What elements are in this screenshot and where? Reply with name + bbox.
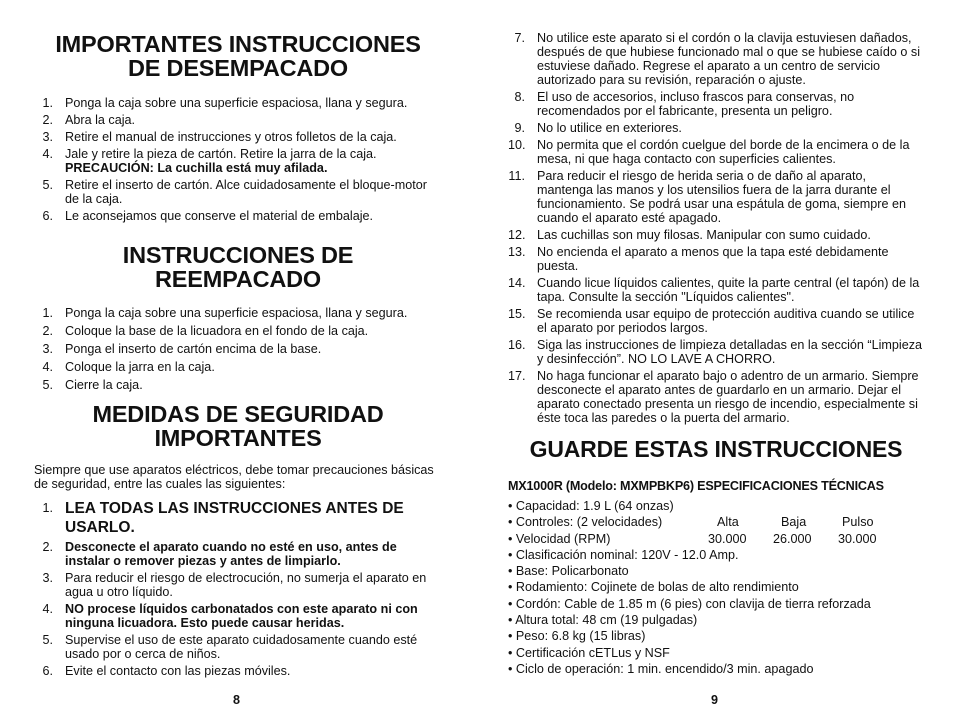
list-item [34, 378, 442, 392]
item-text: Evite el contacto con las piezas móviles. [65, 664, 291, 678]
list-item [34, 540, 442, 568]
spec-certification: • Certificación cETLus y NSF [508, 645, 670, 660]
safety-intro: Siempre que use aparatos eléctricos, debe tomar precauciones básicas de seguridad, entre las cuales las siguientes: [34, 463, 434, 491]
list-item [508, 169, 924, 225]
heading-line: REEMPACADO [155, 266, 321, 292]
spec-weight: • Peso: 6.8 kg (15 libras) [508, 629, 646, 644]
list-item [508, 276, 924, 304]
item-text: NO procese líquidos carbonatados con este aparato ni con ninguna licuadora. Esto puede causar heridas. [65, 602, 418, 630]
save-instructions-heading: GUARDE ESTAS INSTRUCCIONES [529, 436, 903, 462]
item-text: Para reducir el riesgo de electrocución, no sumerja el aparato en agua u otro líquido. [65, 571, 427, 599]
item-number: 9. [514, 121, 525, 135]
item-number: 11. [508, 169, 525, 183]
item-text: Coloque la jarra en la caja. [65, 360, 215, 374]
list-item [508, 228, 924, 242]
heading-line: DE DESEMPACADO [127, 55, 349, 81]
spec-controls: • Controles: (2 velocidades) [508, 515, 663, 530]
item-text: Se recomienda usar equipo de protección auditiva cuando se utilice el aparato por periodos largos. [537, 307, 915, 335]
item-text: Ponga la caja sobre una superficie espaciosa, llana y segura. [65, 96, 408, 110]
list-item [34, 664, 442, 678]
item-text: Retire el inserto de cartón. Alce cuidadosamente el bloque-motor de la caja. [65, 178, 427, 206]
item-text: Supervise el uso de este aparato cuidadosamente cuando esté usado por o cerca de niños. [65, 633, 418, 661]
item-number: 2. [42, 113, 53, 127]
repacking-list [34, 306, 442, 392]
spec-controls-row [508, 514, 924, 530]
item-text: LEA TODAS LAS INSTRUCCIONES ANTES DE USARLO. [65, 500, 404, 536]
item-number: 1. [42, 501, 53, 515]
item-number: 14. [508, 276, 526, 290]
list-item [34, 571, 442, 599]
item-number: 17. [508, 369, 526, 383]
caution-text: PRECAUCIÓN: La cuchilla está muy afilada. [65, 161, 328, 175]
item-text: Ponga el inserto de cartón encima de la base. [65, 342, 322, 356]
item-number: 7. [514, 31, 525, 45]
item-number: 16. [508, 338, 526, 352]
left-page [34, 0, 442, 726]
list-item [34, 360, 442, 374]
item-number: 5. [42, 633, 53, 647]
item-text: El uso de accesorios, incluso frascos para conservas, no recomendados por el fabricante, presenta un peligro. [537, 90, 855, 118]
item-number: 12. [508, 228, 526, 242]
spec-base: • Base: Policarbonato [508, 564, 629, 579]
unpacking-list [34, 96, 442, 223]
list-item [34, 96, 442, 110]
item-number: 3. [42, 342, 53, 356]
spec-capacity: • Capacidad: 1.9 L (64 onzas) [508, 499, 674, 513]
item-text: No encienda el aparato a menos que la tapa esté debidamente puesta. [537, 245, 889, 273]
list-item [508, 31, 924, 87]
list-item [508, 121, 924, 135]
item-text: No haga funcionar el aparato bajo o adentro de un armario. Siempre desconecte el aparato antes de guardarlo en un armario. Dejar el aparato conectado presenta un riesgo de incendio, especialmente si éste toca las paredes o la puerta del armario. [537, 369, 919, 425]
list-item [34, 147, 442, 175]
item-text: Retire el manual de instrucciones y otros folletos de la caja. [65, 130, 397, 144]
item-number: 15. [508, 307, 526, 321]
list-item [34, 130, 442, 144]
item-number: 8. [514, 90, 525, 104]
spec-speed-row [508, 531, 924, 547]
list-item [508, 90, 924, 118]
list-item [508, 138, 924, 166]
item-number: 5. [42, 178, 53, 192]
item-number: 4. [42, 602, 53, 616]
item-number: 6. [42, 664, 53, 678]
repacking-heading [34, 243, 442, 291]
spec-rating: • Clasificación nominal: 120V - 12.0 Amp. [508, 547, 739, 562]
item-number: 3. [42, 571, 53, 585]
item-text: No permita que el cordón cuelgue del borde de la encimera o de la mesa, ni que haga contacto con superficies calientes. [537, 138, 910, 166]
item-number: 3. [42, 130, 53, 144]
speed-col-high: Alta [717, 515, 739, 530]
safety-list [34, 499, 442, 678]
speed-col-low: Baja [781, 515, 807, 530]
safety-heading [34, 402, 442, 450]
item-text: Coloque la base de la licuadora en el fondo de la caja. [65, 324, 369, 338]
item-text: Le aconsejamos que conserve el material de embalaje. [65, 209, 374, 223]
spec-bearing: • Rodamiento: Cojinete de bolas de alto rendimiento [508, 580, 799, 595]
item-number: 2. [42, 540, 53, 554]
item-text: Desconecte el aparato cuando no esté en uso, antes de instalar o remover piezas y antes de limpiarlo. [65, 540, 397, 568]
item-number: 1. [42, 96, 53, 110]
list-item [34, 113, 442, 127]
list-item [34, 306, 442, 320]
spec-speed: • Velocidad (RPM) [508, 531, 611, 546]
heading-line: IMPORTANTES [154, 425, 322, 451]
spec-cord: • Cordón: Cable de 1.85 m (6 pies) con clavija de tierra reforzada [508, 596, 871, 611]
heading-line: MEDIDAS DE SEGURIDAD [92, 401, 384, 427]
specs-title: MX1000R (Modelo: MXMPBKP6) ESPECIFICACIONES TÉCNICAS [508, 479, 884, 493]
specs-list [508, 498, 924, 677]
list-item [34, 178, 442, 206]
right-page [508, 0, 924, 726]
list-item [34, 342, 442, 356]
heading-line: IMPORTANTES INSTRUCCIONES [55, 31, 421, 57]
page-number: 8 [233, 693, 241, 707]
list-item [34, 633, 442, 661]
list-item [34, 324, 442, 338]
page-number: 9 [711, 693, 719, 707]
item-text: Para reducir el riesgo de herida seria o de daño al aparato, mantenga las manos y los utensilios fuera de la jarra durante el funcionamiento. Se podrá usar una espátula de goma, siempre en cuando el aparato esté apagado. [537, 169, 906, 225]
rpm-low: 26.000 [773, 531, 812, 546]
rpm-pulse: 30.000 [838, 531, 877, 546]
rpm-high: 30.000 [708, 531, 747, 546]
spec-height: • Altura total: 48 cm (19 pulgadas) [508, 613, 698, 628]
item-number: 5. [42, 378, 53, 392]
spec-duty-cycle: • Ciclo de operación: 1 min. encendido/3 min. apagado [508, 661, 814, 676]
item-text: No lo utilice en exteriores. [537, 121, 682, 135]
item-number: 4. [42, 147, 53, 161]
item-number: 1. [42, 306, 53, 320]
item-text: Siga las instrucciones de limpieza detalladas en la sección “Limpieza y desinfección”. NO LO LAVE A CHORRO. [537, 338, 923, 366]
item-text: Las cuchillas son muy filosas. Manipular con sumo cuidado. [537, 228, 871, 242]
list-item [508, 369, 924, 425]
item-text: Cierre la caja. [65, 378, 143, 392]
heading-line: INSTRUCCIONES DE [122, 242, 354, 268]
item-text: No utilice este aparato si el cordón o la clavija estuviesen dañados, después de que hubiese funcionado mal o que se hubiese caído o si estuviese dañado. Regrese el aparato a un centro de servicio autorizado para su revisión, reparación o ajuste. [537, 31, 920, 87]
item-number: 6. [42, 209, 53, 223]
list-item [34, 602, 442, 630]
item-number: 2. [42, 324, 53, 338]
item-number: 13. [508, 245, 526, 259]
item-number: 10. [508, 138, 526, 152]
speed-col-pulse: Pulso [842, 515, 874, 530]
list-item [34, 209, 442, 223]
item-number: 4. [42, 360, 53, 374]
item-text: Cuando licue líquidos calientes, quite la parte central (el tapón) de la tapa. Consulte la sección "Líquidos calientes". [537, 276, 920, 304]
item-text: Jale y retire la pieza de cartón. Retire la jarra de la caja. [65, 147, 377, 161]
list-item [508, 307, 924, 335]
list-item [34, 499, 442, 537]
unpacking-heading [34, 32, 442, 80]
item-text: Ponga la caja sobre una superficie espaciosa, llana y segura. [65, 306, 408, 320]
safety-list-continued [508, 31, 924, 425]
list-item [508, 338, 924, 366]
item-text: Abra la caja. [65, 113, 136, 127]
list-item [508, 245, 924, 273]
